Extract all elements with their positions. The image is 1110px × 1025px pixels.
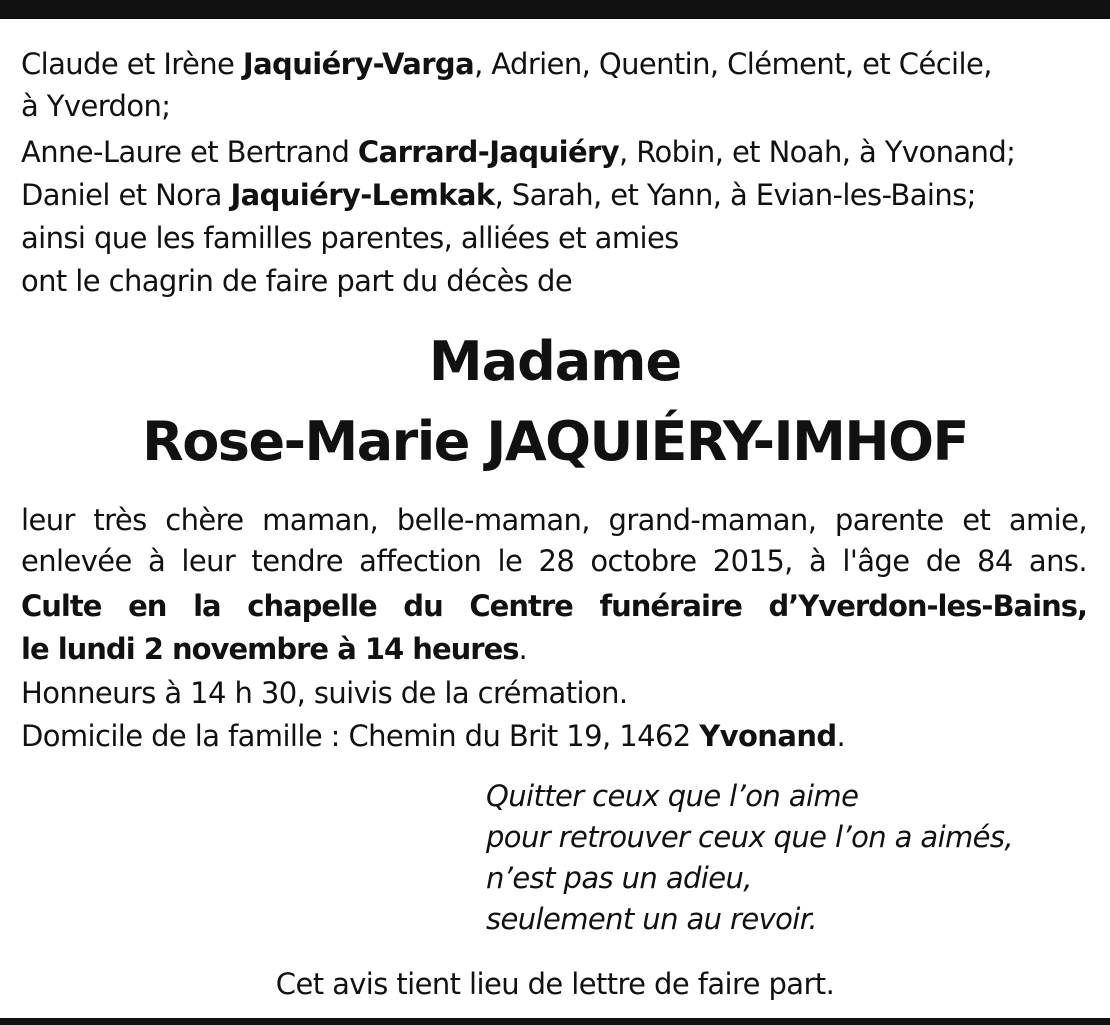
family-line-6: ont le chagrin de faire part du décès de — [21, 264, 573, 298]
details-line-2: enlevée à leur tendre affection le 28 octobre 2015, à l'âge de 84 ans. — [21, 544, 1087, 578]
family-line-3-members: , Robin, et Noah, à Yvonand; — [619, 135, 1016, 169]
family-line-5: ainsi que les familles parentes, alliées et amies — [21, 221, 679, 255]
family-name-jaquiery-varga: Jaquiéry-Varga — [242, 47, 475, 81]
service-line-2 — [21, 631, 527, 667]
service-date-time: le lundi 2 novembre à 14 heures — [21, 632, 519, 666]
family-line-1 — [21, 46, 992, 82]
service-line-1: Culte en la chapelle du Centre funéraire d’Yverdon-les-Bains, — [21, 589, 1087, 623]
poem-line-3: n’est pas un adieu, — [486, 861, 752, 895]
poem-line-4: seulement un au revoir. — [486, 902, 818, 936]
domicile-town: Yvonand — [699, 719, 837, 753]
footer-note: Cet avis tient lieu de lettre de faire part. — [275, 967, 835, 1001]
deceased-title: Madame — [428, 330, 682, 393]
family-name-jaquiery-lemkak: Jaquiéry-Lemkak — [230, 178, 495, 212]
family-line-3-text: Anne-Laure et Bertrand — [21, 135, 358, 169]
family-line-2: à Yverdon; — [21, 89, 171, 123]
family-line-3 — [21, 134, 1015, 170]
domicile-address: Domicile de la famille : Chemin du Brit 19, 1462 — [21, 719, 700, 753]
family-line-4-text: Daniel et Nora — [21, 178, 231, 212]
top-border-rule — [0, 0, 1110, 19]
domicile-period: . — [836, 719, 846, 753]
family-name-carrard-jaquiery: Carrard-Jaquiéry — [357, 135, 620, 169]
family-line-4 — [21, 177, 976, 213]
family-line-1-members: , Adrien, Quentin, Clément, et Cécile, — [474, 47, 992, 81]
bottom-border-rule — [0, 1018, 1110, 1025]
domicile-line — [21, 718, 845, 754]
poem-line-2: pour retrouver ceux que l’on a aimés, — [486, 820, 1014, 854]
family-line-1-text: Claude et Irène — [21, 47, 243, 81]
honours-line: Honneurs à 14 h 30, suivis de la crémation. — [21, 676, 628, 710]
family-line-4-members: , Sarah, et Yann, à Evian-les-Bains; — [494, 178, 976, 212]
details-line-1: leur très chère maman, belle-maman, grand-maman, parente et amie, — [21, 503, 1087, 537]
poem-line-1: Quitter ceux que l’on aime — [486, 779, 859, 813]
service-line-2-period: . — [518, 632, 528, 666]
deceased-name: Rose-Marie JAQUIÉRY-IMHOF — [142, 410, 968, 473]
